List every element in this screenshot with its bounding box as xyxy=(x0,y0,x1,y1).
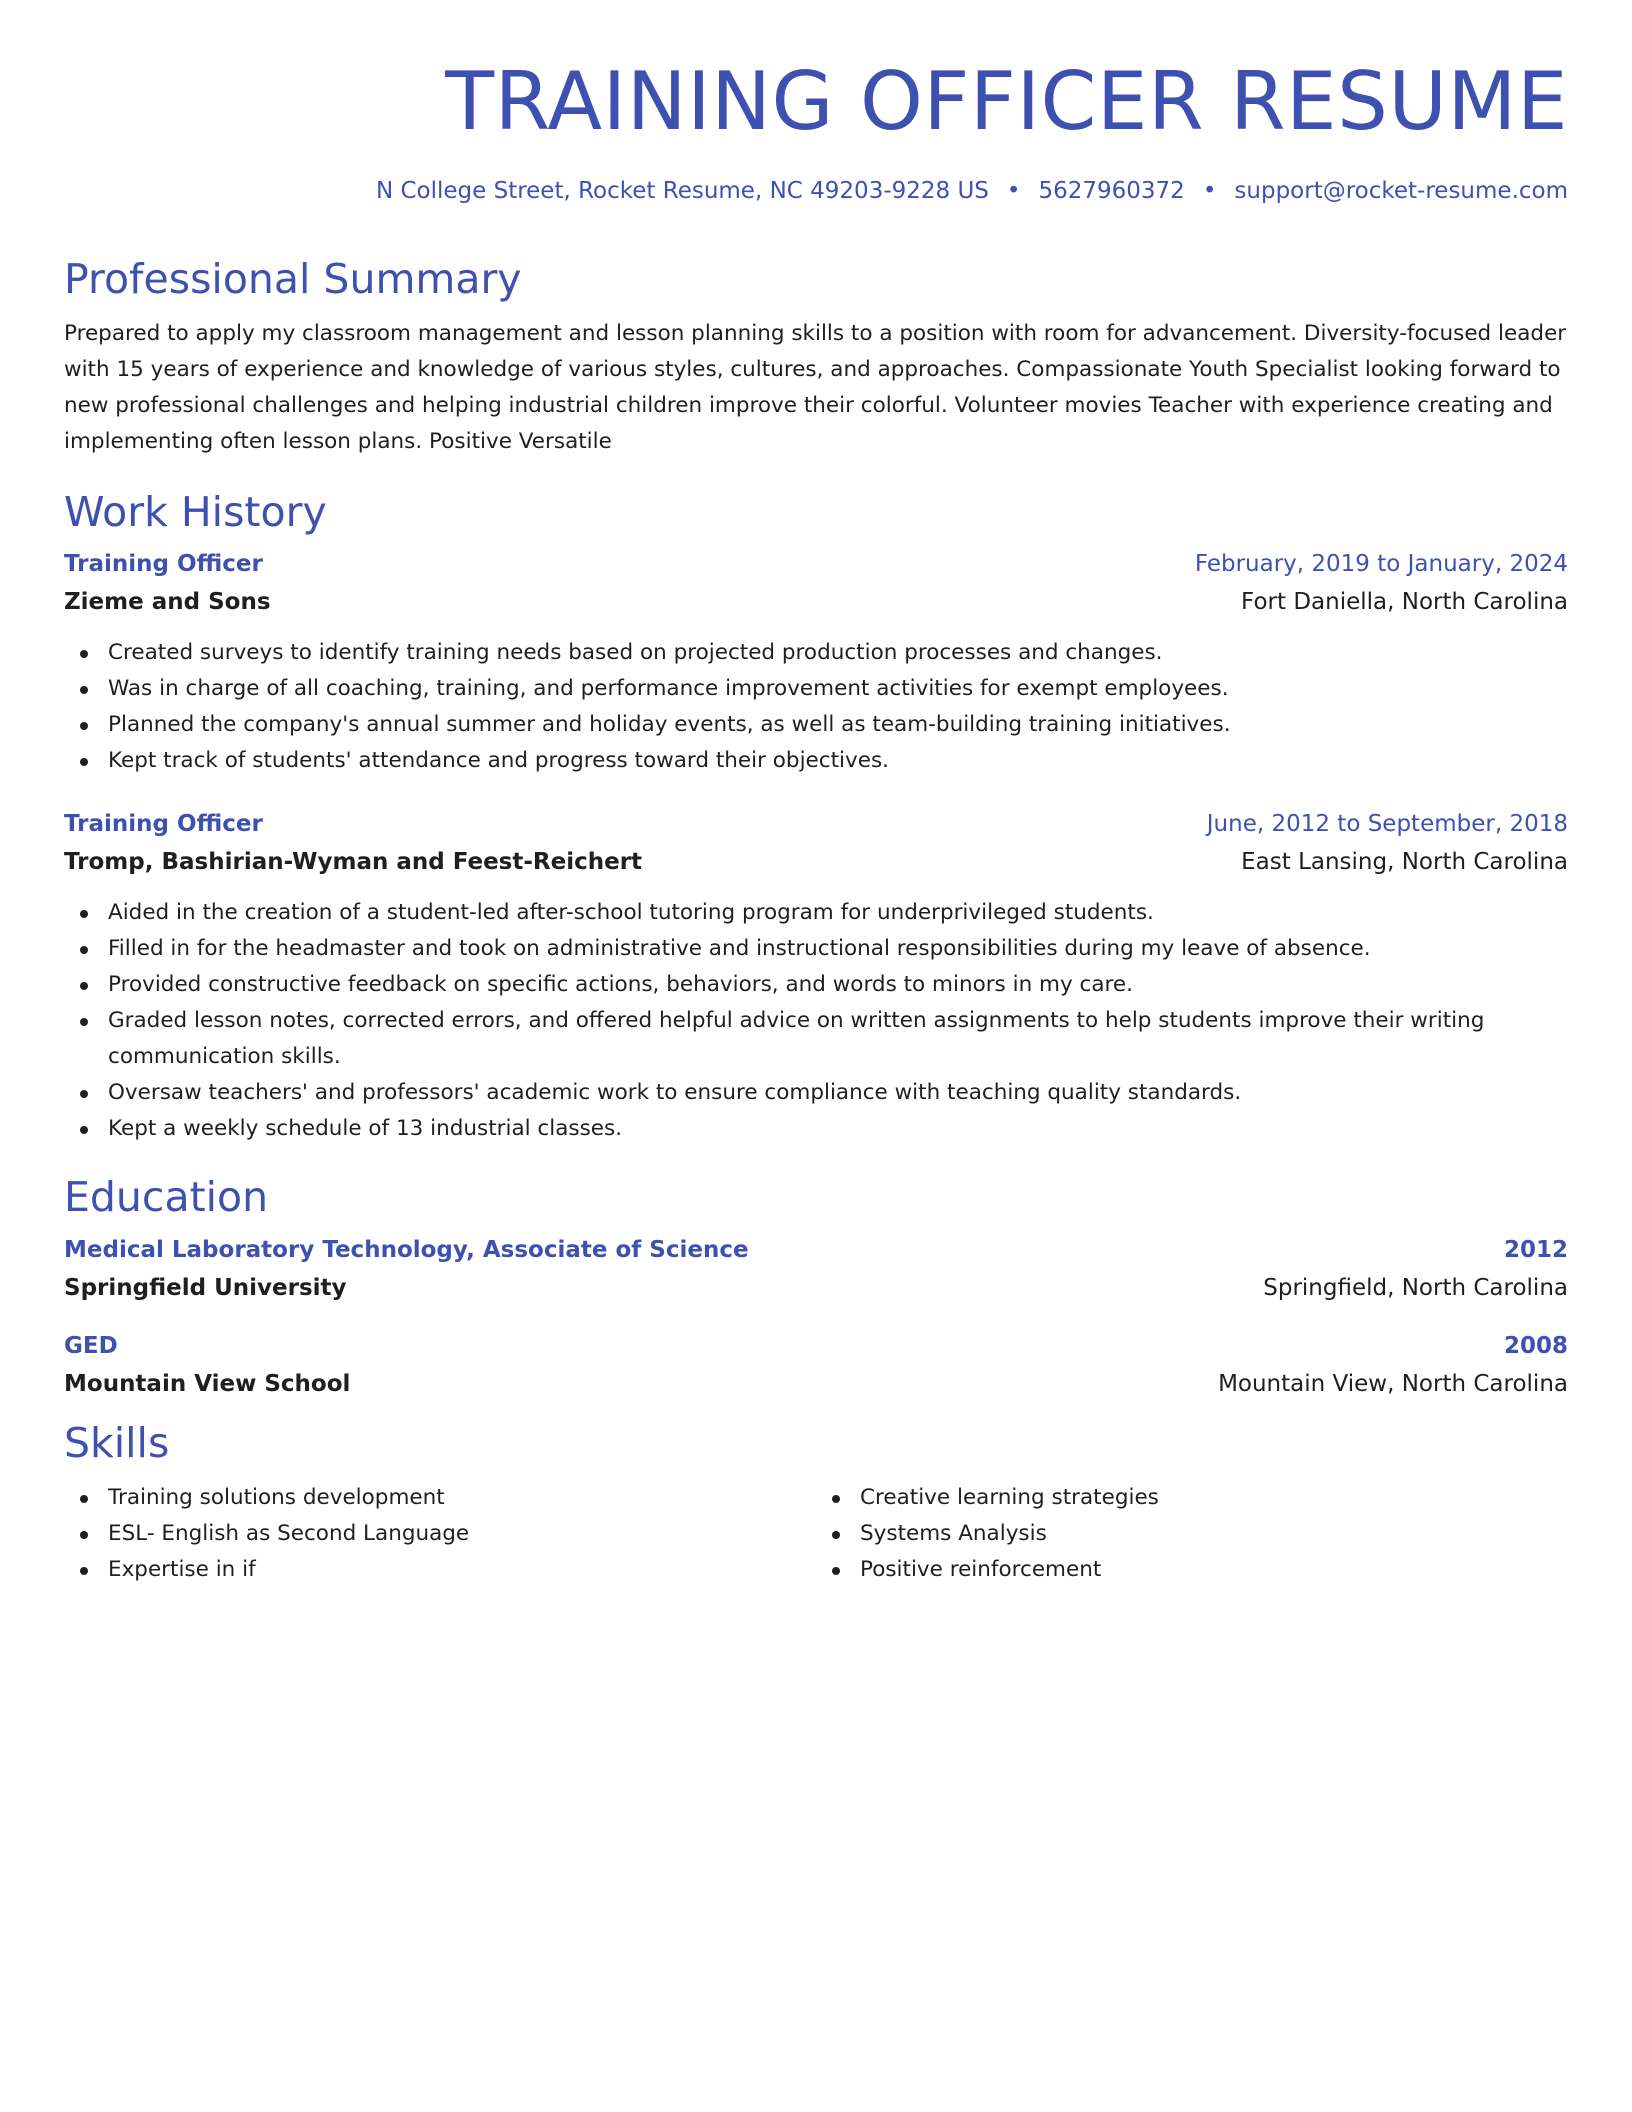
skill-item: Expertise in if xyxy=(64,1552,816,1588)
list-item: Kept a weekly schedule of 13 industrial classes. xyxy=(64,1111,1568,1147)
education-year: 2008 xyxy=(1503,1332,1568,1359)
job-location: Fort Daniella, North Carolina xyxy=(1241,589,1568,616)
education-school: Mountain View School xyxy=(64,1370,351,1397)
skill-item: Positive reinforcement xyxy=(816,1552,1568,1588)
contact-phone: 5627960372 xyxy=(1038,178,1185,204)
list-item: Kept track of students' attendance and progress toward their objectives. xyxy=(64,743,1568,779)
education-heading: Education xyxy=(64,1173,269,1222)
skills-column-right xyxy=(816,1480,1568,1588)
education-degree: Medical Laboratory Technology, Associate of Science xyxy=(64,1236,749,1263)
skills-grid xyxy=(64,1480,1568,1588)
list-item: Filled in for the headmaster and took on administrative and instructional responsibilities during my leave of absence. xyxy=(64,931,1568,967)
job-title: Training Officer xyxy=(64,551,263,578)
education-year: 2012 xyxy=(1503,1236,1568,1263)
job-header-row xyxy=(64,809,1568,839)
list-item: Provided constructive feedback on specific actions, behaviors, and words to minors in my care. xyxy=(64,967,1568,1003)
list-item: Oversaw teachers' and professors' academic work to ensure compliance with teaching quality standards. xyxy=(64,1075,1568,1111)
job-company-row xyxy=(64,587,1568,617)
list-item: Created surveys to identify training needs based on projected production processes and changes. xyxy=(64,635,1568,671)
job-company: Tromp, Bashirian-Wyman and Feest-Reichert xyxy=(64,849,643,876)
education-entry xyxy=(64,1331,1568,1399)
resume-title: TRAINING OFFICER RESUME xyxy=(445,55,1568,148)
job-header-row xyxy=(64,549,1568,579)
job-company-row xyxy=(64,847,1568,877)
skills-heading: Skills xyxy=(64,1418,170,1467)
education-degree: GED xyxy=(64,1332,118,1359)
skills-list xyxy=(64,1480,816,1588)
summary-heading: Professional Summary xyxy=(64,255,522,303)
job-duties-list xyxy=(64,635,1568,779)
education-school-row xyxy=(64,1369,1568,1399)
education-location: Mountain View, North Carolina xyxy=(1218,1370,1568,1397)
list-item: Aided in the creation of a student-led after-school tutoring program for underprivileged students. xyxy=(64,895,1568,931)
contact-email[interactable]: support@rocket-resume.com xyxy=(1234,178,1568,204)
job-company: Zieme and Sons xyxy=(64,589,271,616)
work-history-heading: Work History xyxy=(64,488,327,537)
education-header-row xyxy=(64,1235,1568,1265)
education-header-row xyxy=(64,1331,1568,1361)
skill-item: Systems Analysis xyxy=(816,1516,1568,1552)
skill-item: ESL- English as Second Language xyxy=(64,1516,816,1552)
list-item: Was in charge of all coaching, training, and performance improvement activities for exempt employees. xyxy=(64,671,1568,707)
list-item: Planned the company's annual summer and holiday events, as well as team-building training initiatives. xyxy=(64,707,1568,743)
list-item: Graded lesson notes, corrected errors, and offered helpful advice on written assignments to help students improve their writing communication skills. xyxy=(64,1003,1568,1075)
education-school: Springfield University xyxy=(64,1274,347,1301)
contact-line xyxy=(64,165,1568,255)
job-entry xyxy=(64,809,1568,1147)
contact-address: N College Street, Rocket Resume, NC 49203-9228 US xyxy=(375,178,989,204)
contact-separator: • xyxy=(1202,178,1217,204)
skill-item: Creative learning strategies xyxy=(816,1480,1568,1516)
job-duties-list xyxy=(64,895,1568,1147)
contact-separator: • xyxy=(1006,178,1021,204)
summary-text: Prepared to apply my classroom management and lesson planning skills to a position with room for advancement. Diversity-focused leader with 15 years of experience and knowledge of various styles, cultures, and approaches. Compassionate Youth Specialist looking forward to new professional challenges and helping industrial children improve their colorful. Volunteer movies Teacher with experience creating and implementing often lesson plans. Positive Versatile xyxy=(64,321,1567,455)
skills-list xyxy=(816,1480,1568,1588)
job-dates: February, 2019 to January, 2024 xyxy=(1194,551,1568,578)
job-location: East Lansing, North Carolina xyxy=(1241,849,1568,876)
education-entry xyxy=(64,1235,1568,1303)
skills-column-left xyxy=(64,1480,816,1588)
job-entry xyxy=(64,549,1568,779)
education-location: Springfield, North Carolina xyxy=(1263,1274,1568,1301)
job-dates: June, 2012 to September, 2018 xyxy=(1206,811,1568,838)
job-title: Training Officer xyxy=(64,811,263,838)
skill-item: Training solutions development xyxy=(64,1480,816,1516)
education-school-row xyxy=(64,1273,1568,1303)
